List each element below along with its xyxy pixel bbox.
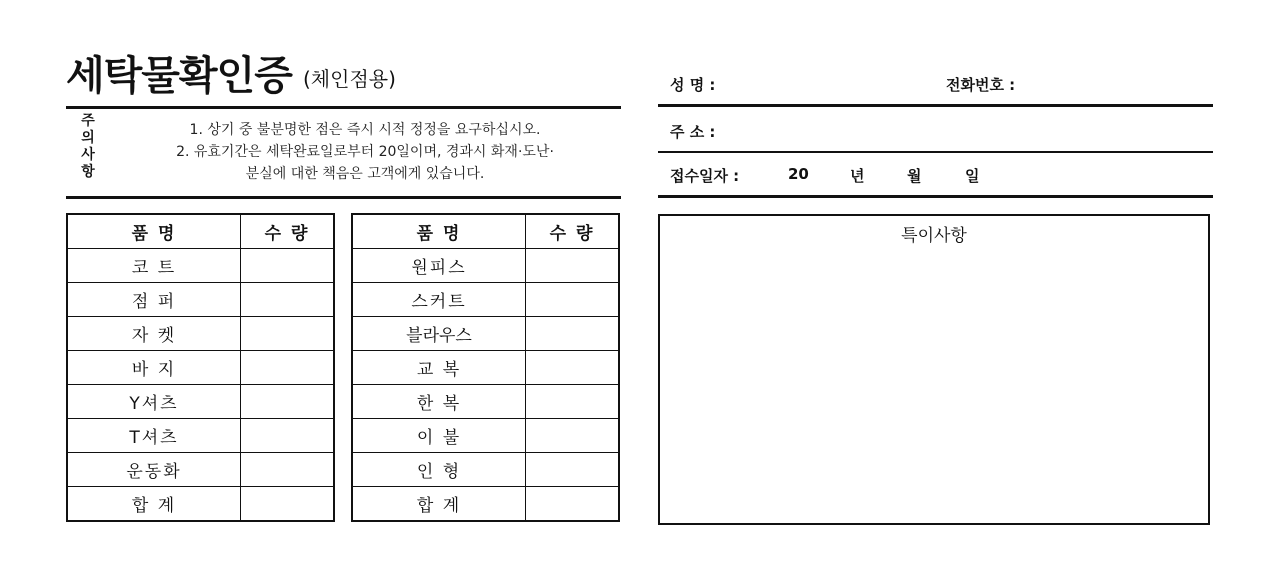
remarks-box[interactable] bbox=[658, 214, 1210, 525]
divider bbox=[658, 151, 1213, 153]
item-name: 운동화 bbox=[67, 453, 241, 487]
header-item-name: 품 명 bbox=[67, 214, 241, 249]
quantity-cell[interactable] bbox=[526, 453, 620, 487]
page-subtitle: (체인점용) bbox=[303, 67, 396, 91]
header-quantity: 수 량 bbox=[526, 214, 620, 249]
quantity-cell[interactable] bbox=[526, 385, 620, 419]
item-name: 이 불 bbox=[352, 419, 526, 453]
table-row bbox=[352, 419, 619, 453]
table-row bbox=[67, 249, 334, 283]
quantity-cell[interactable] bbox=[241, 453, 335, 487]
remarks-title: 특이사항 bbox=[901, 226, 967, 246]
table-row bbox=[352, 249, 619, 283]
date-day-unit: 일 bbox=[965, 167, 980, 185]
phone-label: 전화번호 : bbox=[946, 76, 1016, 94]
item-name: 바 지 bbox=[67, 351, 241, 385]
total-label: 합 계 bbox=[352, 487, 526, 522]
notice-label: 주 의 사 항 bbox=[81, 113, 95, 180]
quantity-cell[interactable] bbox=[526, 249, 620, 283]
notice-line: 분실에 대한 책음은 고객에게 있습니다. bbox=[245, 166, 485, 182]
table-row bbox=[67, 487, 334, 522]
notice-line: 1. 상기 중 불분명한 점은 즉시 시적 정정을 요구하십시오. bbox=[189, 122, 541, 138]
item-name: 스커트 bbox=[352, 283, 526, 317]
item-name: 코 트 bbox=[67, 249, 241, 283]
table-row bbox=[352, 283, 619, 317]
total-quantity-cell[interactable] bbox=[241, 487, 335, 522]
item-name: 블라우스 bbox=[352, 317, 526, 351]
divider bbox=[66, 106, 621, 109]
header-item-name: 품 명 bbox=[352, 214, 526, 249]
name-label: 성 명 : bbox=[670, 76, 716, 94]
table-row bbox=[67, 317, 334, 351]
date-label: 접수일자 : bbox=[670, 167, 740, 185]
date-year-unit: 년 bbox=[850, 167, 865, 185]
items-table-right bbox=[351, 213, 620, 522]
notice-text bbox=[130, 119, 600, 185]
notice-line: 2. 유효기간은 세탁완료일로부터 20일이며, 경과시 화재·도난· bbox=[176, 144, 554, 160]
quantity-cell[interactable] bbox=[526, 283, 620, 317]
table-row bbox=[67, 351, 334, 385]
table-row bbox=[352, 351, 619, 385]
quantity-cell[interactable] bbox=[526, 419, 620, 453]
item-name: 한 복 bbox=[352, 385, 526, 419]
address-label: 주 소 : bbox=[670, 123, 716, 141]
divider bbox=[66, 196, 621, 199]
item-name: 원피스 bbox=[352, 249, 526, 283]
date-month-unit: 월 bbox=[907, 167, 922, 185]
table-row bbox=[67, 419, 334, 453]
table-row bbox=[67, 453, 334, 487]
date-year: 20 bbox=[788, 165, 809, 183]
item-name: 인 형 bbox=[352, 453, 526, 487]
table-row bbox=[352, 487, 619, 522]
quantity-cell[interactable] bbox=[526, 317, 620, 351]
item-name: 자 켓 bbox=[67, 317, 241, 351]
table-row bbox=[352, 385, 619, 419]
item-name: 교 복 bbox=[352, 351, 526, 385]
item-name: T셔츠 bbox=[67, 419, 241, 453]
quantity-cell[interactable] bbox=[241, 351, 335, 385]
quantity-cell[interactable] bbox=[241, 283, 335, 317]
items-table-left bbox=[66, 213, 335, 522]
table-row bbox=[352, 317, 619, 351]
quantity-cell[interactable] bbox=[241, 249, 335, 283]
header-quantity: 수 량 bbox=[241, 214, 335, 249]
table-row bbox=[67, 385, 334, 419]
table-row bbox=[352, 453, 619, 487]
item-name: Y셔츠 bbox=[67, 385, 241, 419]
divider bbox=[658, 104, 1213, 107]
table-row bbox=[67, 283, 334, 317]
quantity-cell[interactable] bbox=[526, 351, 620, 385]
quantity-cell[interactable] bbox=[241, 385, 335, 419]
quantity-cell[interactable] bbox=[241, 419, 335, 453]
total-quantity-cell[interactable] bbox=[526, 487, 620, 522]
quantity-cell[interactable] bbox=[241, 317, 335, 351]
total-label: 합 계 bbox=[67, 487, 241, 522]
page-title: 세탁물확인증 bbox=[66, 53, 292, 99]
divider bbox=[658, 195, 1213, 198]
item-name: 점 퍼 bbox=[67, 283, 241, 317]
